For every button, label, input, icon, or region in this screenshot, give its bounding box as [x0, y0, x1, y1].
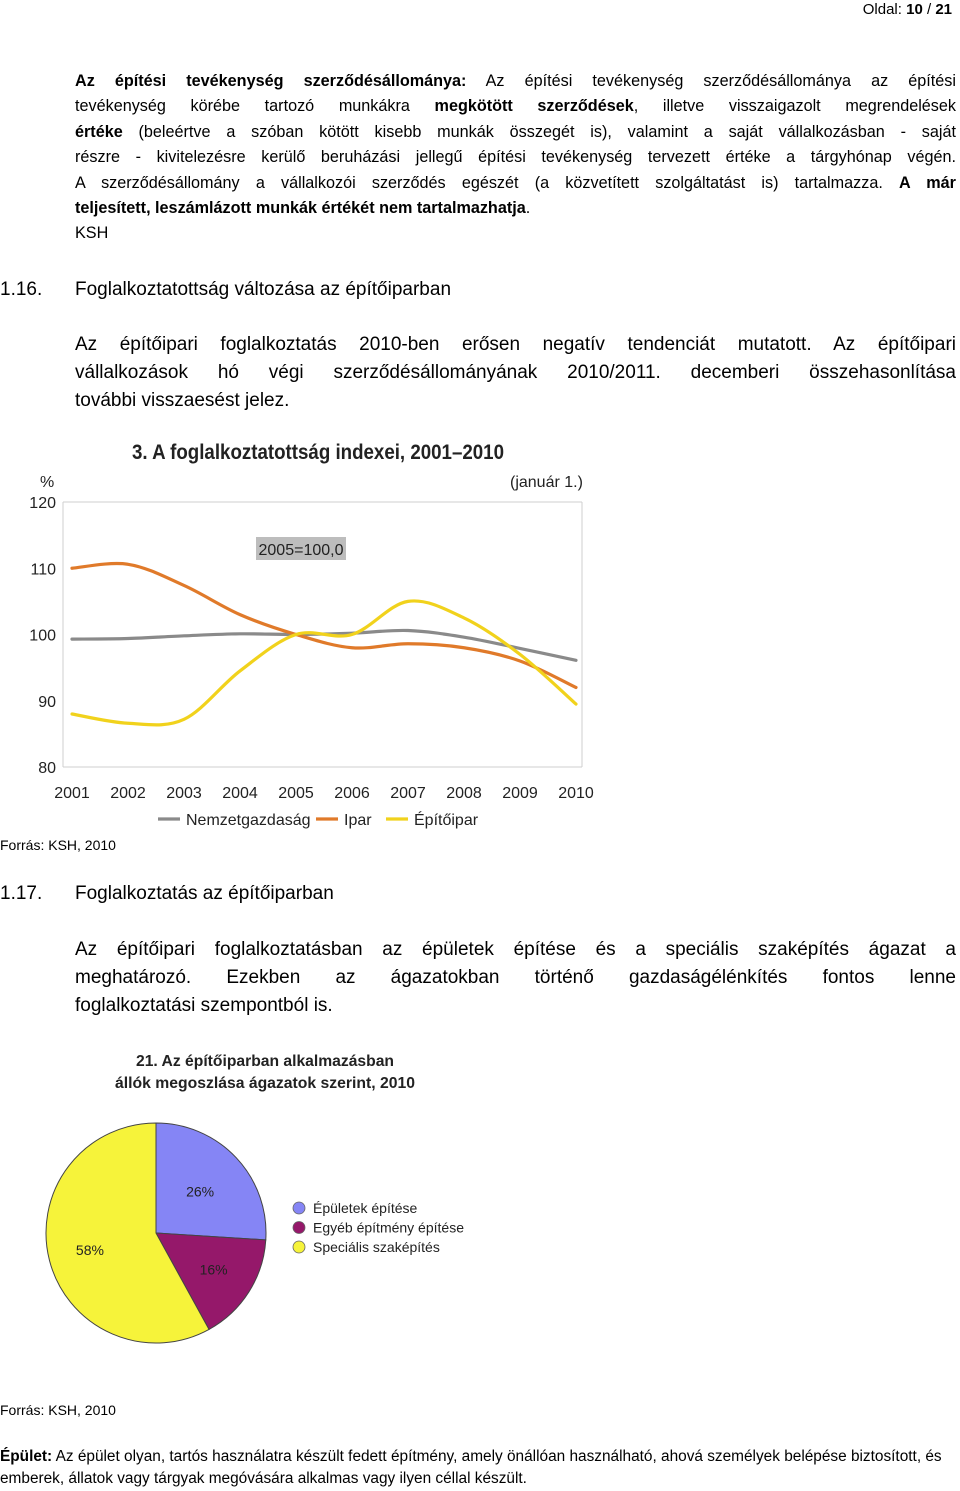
pie-legend-swatch: [293, 1202, 305, 1214]
pie-legend-label: Épületek építése: [313, 1200, 418, 1216]
pie-slices: [46, 1123, 266, 1343]
chart-series: [72, 564, 576, 725]
x-tick-label: 2007: [390, 785, 426, 802]
pie-legend-label: Speciális szaképítés: [313, 1239, 440, 1255]
y-tick-label: 90: [38, 693, 56, 711]
legend-label: Építőipar: [414, 812, 479, 829]
pie-slice-label: 26%: [186, 1183, 215, 1200]
x-axis-ticks: [54, 785, 594, 802]
x-tick-label: 2005: [278, 785, 314, 802]
source-note-1: Forrás: KSH, 2010: [0, 837, 116, 853]
series-line-3: [72, 601, 576, 725]
y-axis-ticks: [29, 495, 56, 777]
source-note-2: Forrás: KSH, 2010: [0, 1402, 116, 1418]
section-1-16-paragraph: Az építőipari foglalkoztatás 2010-ben erősen negatív tendenciát mutatott. Az építőipari vállalkozások hó végi szerződésállományának 2010/2011. decemberi összehasonlítása további visszaesést jelez.: [75, 334, 956, 411]
pie-slice-label: 58%: [75, 1241, 104, 1258]
building-definition-footnote: Épület: Az épület olyan, tartós használatra készült fedett építmény, amely önállóan használható, ahová személyek belépése biztosított, és emberek, állatok vagy tárgyak megóvására alkalmas vagy ilyen céllal készült.: [0, 1448, 942, 1487]
x-tick-label: 2010: [558, 785, 594, 802]
chart-subtitle: (január 1.): [510, 474, 583, 491]
legend-label: Ipar: [344, 812, 372, 829]
x-tick-label: 2002: [110, 785, 146, 802]
chart-legend: [158, 810, 479, 829]
employment-index-chart: [0, 430, 620, 840]
x-tick-label: 2003: [166, 785, 202, 802]
chart-title: 3. A foglalkoztatottság indexei, 2001–2010: [132, 441, 504, 464]
pie-slice: [156, 1123, 266, 1240]
pie-legend-swatch: [293, 1222, 305, 1234]
pie-slice-label: 16%: [199, 1261, 228, 1278]
x-tick-label: 2004: [222, 785, 258, 802]
y-tick-label: 100: [29, 627, 56, 645]
x-tick-label: 2001: [54, 785, 90, 802]
x-tick-label: 2008: [446, 785, 482, 802]
base-year-annotation: 2005=100,0: [258, 542, 344, 559]
pie-legend: [293, 1200, 464, 1255]
y-tick-label: 80: [38, 760, 56, 777]
section-1-17-paragraph: Az építőipari foglalkoztatásban az épületek építése és a speciális szaképítés ágazat a meghatározó. Ezekben az ágazatokban történő gazdaságélénkítés fontos lenne foglalkoztatási szempontból is.: [75, 939, 956, 1016]
sector-distribution-pie-chart: [0, 1040, 500, 1370]
page-number: Oldal: 10 / 21: [862, 1, 952, 18]
y-axis-label: %: [40, 474, 55, 491]
definition-paragraph: Az építési tevékenység szerződésállománya: Az építési tevékenység szerződésállománya az építési tevékenység körébe tartozó munkákra megkötött szerződések, illetve visszaigazolt megrendelések értéke (beleértve a szóban kötött kisebb munkák összegét is), valamint a saját vállalkozásban - saját részre - kivitelezésre kerülő beruházási jellegű építési tevékenység tervezett értéke a tárgyhónap végén. A szerződésállomány a vállalkozói szerződés egészét (a közvetített szolgáltatást is) tartalmazza. A már teljesített, leszámlázott munkák értékét nem tartalmazhatja. KSH: [75, 72, 956, 243]
pie-title-line1: 21. Az építőiparban alkalmazásban: [136, 1053, 394, 1070]
pie-title-line2: állók megoszlása ágazatok szerint, 2010: [115, 1075, 416, 1092]
y-tick-label: 120: [29, 495, 56, 512]
x-tick-label: 2006: [334, 785, 370, 802]
y-tick-label: 110: [30, 561, 56, 579]
series-line-2: [72, 564, 576, 688]
legend-label: Nemzetgazdaság: [186, 812, 311, 829]
pie-legend-label: Egyéb építmény építése: [313, 1219, 464, 1236]
x-tick-label: 2009: [502, 785, 538, 802]
pie-legend-swatch: [293, 1241, 305, 1253]
